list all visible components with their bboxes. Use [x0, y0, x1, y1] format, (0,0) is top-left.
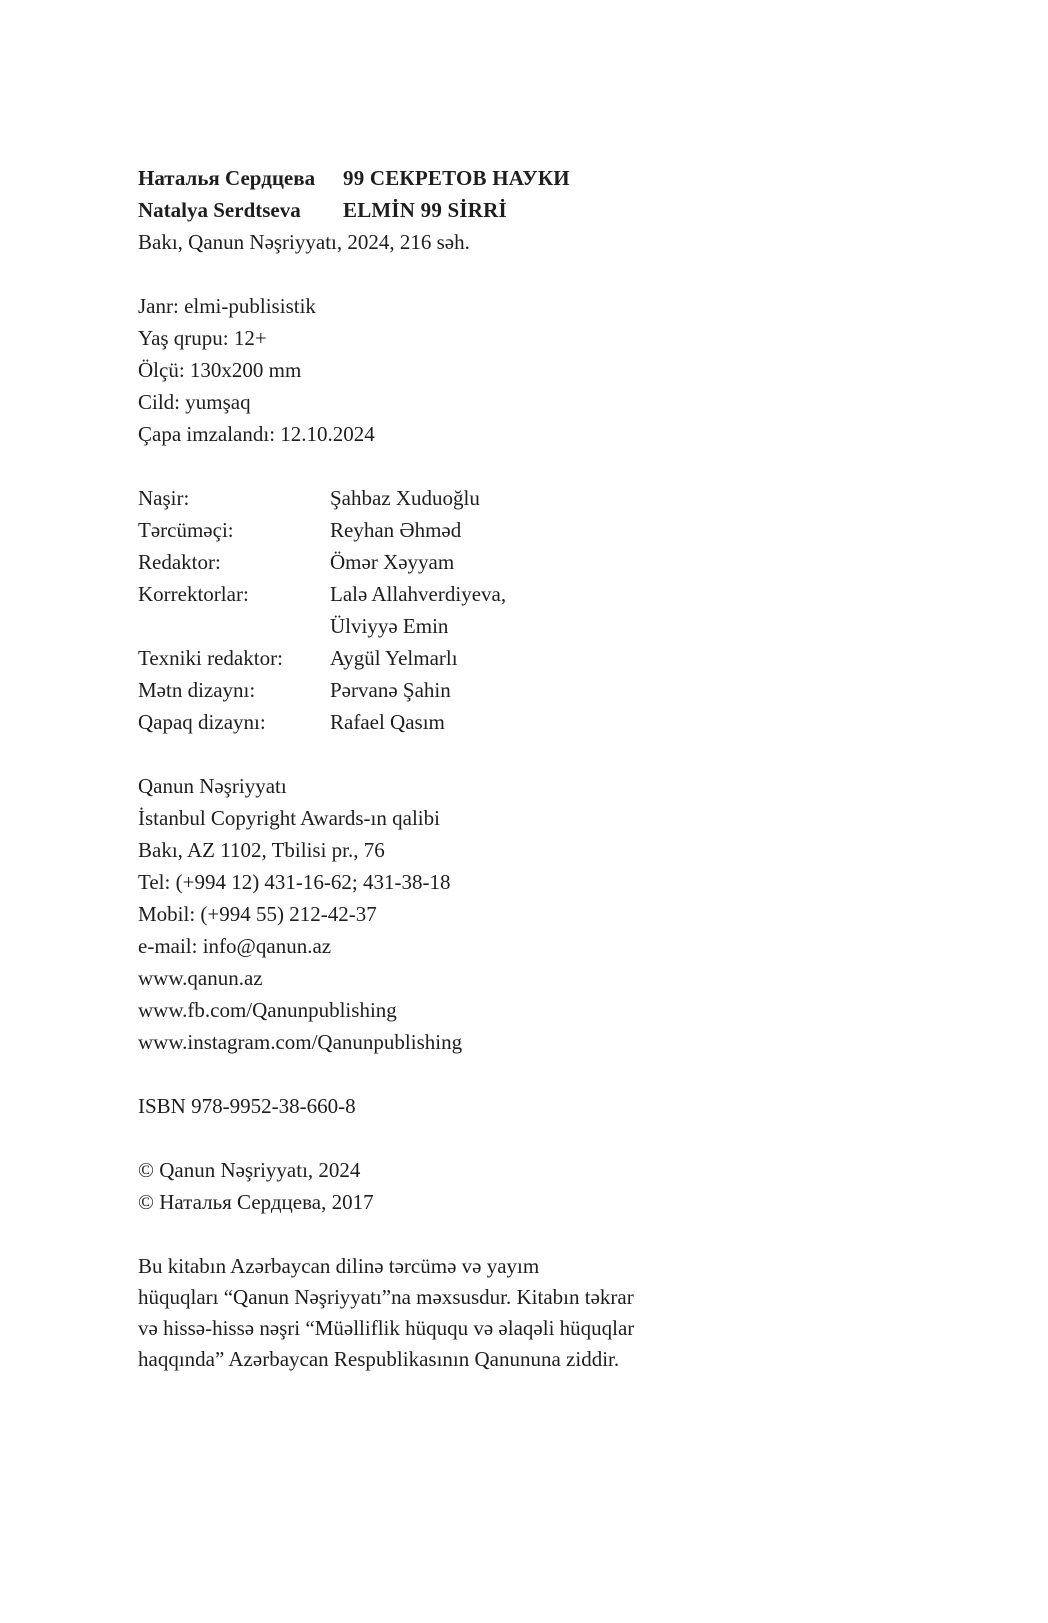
credit-row [138, 610, 918, 642]
imprint-line: Bakı, Qanun Nəşriyyatı, 2024, 216 səh. [138, 230, 470, 254]
spec-age-group: Yaş qrupu: 12+ [138, 326, 267, 350]
publisher-mobile: Mobil: (+994 55) 212-42-37 [138, 902, 377, 926]
credit-row [138, 514, 918, 546]
spec-genre: Janr: elmi-publisistik [138, 294, 316, 318]
publisher-facebook: www.fb.com/Qanunpublishing [138, 998, 397, 1022]
credit-row [138, 706, 918, 738]
credit-name: Şahbaz Xuduoğlu [330, 486, 480, 510]
specs-block [138, 290, 918, 450]
publisher-email: e-mail: info@qanun.az [138, 934, 332, 958]
publisher-phone: Tel: (+994 12) 431-16-62; 431-38-18 [138, 870, 451, 894]
credit-name: Rafael Qasım [330, 710, 445, 734]
publisher-block [138, 770, 918, 1058]
notice-line: hüquqları “Qanun Nəşriyyatı”na məxsusdur. Kitabın təkrar [138, 1285, 634, 1309]
publisher-award: İstanbul Copyright Awards-ın qalibi [138, 806, 440, 830]
credit-role: Redaktor: [138, 550, 221, 574]
author-title-row-az [138, 194, 918, 226]
copyright-block [138, 1154, 918, 1218]
credit-role: Korrektorlar: [138, 582, 249, 606]
credit-row [138, 546, 918, 578]
credit-role: Mətn dizaynı: [138, 678, 256, 702]
imprint-page [138, 162, 918, 1374]
credit-name: Lalə Allahverdiyeva, [330, 582, 507, 606]
credit-name: Ülviyyə Emin [330, 614, 449, 638]
spec-print-date: Çapa imzalandı: 12.10.2024 [138, 422, 375, 446]
spec-binding: Cild: yumşaq [138, 390, 251, 414]
credit-name: Reyhan Əhməd [330, 518, 462, 542]
isbn: ISBN 978-9952-38-660-8 [138, 1094, 356, 1118]
title-block [138, 162, 918, 258]
book-title-az: ELMİN 99 SİRRİ [343, 198, 507, 222]
notice-line: haqqında” Azərbaycan Respublikasının Qanununa ziddir. [138, 1347, 620, 1371]
publisher-website: www.qanun.az [138, 966, 263, 990]
credit-name: Pərvanə Şahin [330, 678, 451, 702]
credit-row [138, 674, 918, 706]
rights-notice [138, 1250, 918, 1374]
credits-block [138, 482, 918, 738]
credit-row [138, 642, 918, 674]
credit-role: Tərcüməçi: [138, 518, 234, 542]
notice-line: və hissə-hissə nəşri “Müəlliflik hüququ və əlaqəli hüquqlar [138, 1316, 635, 1340]
publisher-address: Bakı, AZ 1102, Tbilisi pr., 76 [138, 838, 385, 862]
credit-role: Qapaq dizaynı: [138, 710, 266, 734]
credit-role [138, 610, 330, 642]
credit-role: Naşir: [138, 486, 190, 510]
notice-line: Bu kitabın Azərbaycan dilinə tərcümə və yayım [138, 1254, 540, 1278]
credit-row [138, 482, 918, 514]
credit-row [138, 578, 918, 610]
author-name-ru: Наталья Сердцева [138, 166, 316, 190]
credit-name: Ömər Xəyyam [330, 550, 455, 574]
credit-name: Aygül Yelmarlı [330, 646, 458, 670]
copyright-publisher: © Qanun Nəşriyyatı, 2024 [138, 1158, 361, 1182]
spec-size: Ölçü: 130x200 mm [138, 358, 302, 382]
credit-role: Texniki redaktor: [138, 646, 283, 670]
publisher-instagram: www.instagram.com/Qanunpublishing [138, 1030, 463, 1054]
book-title-ru: 99 СЕКРЕТОВ НАУКИ [343, 166, 570, 190]
author-title-row-ru [138, 162, 918, 194]
publisher-name: Qanun Nəşriyyatı [138, 774, 287, 798]
author-name-az: Natalya Serdtseva [138, 198, 301, 222]
copyright-author: © Наталья Сердцева, 2017 [138, 1190, 374, 1214]
